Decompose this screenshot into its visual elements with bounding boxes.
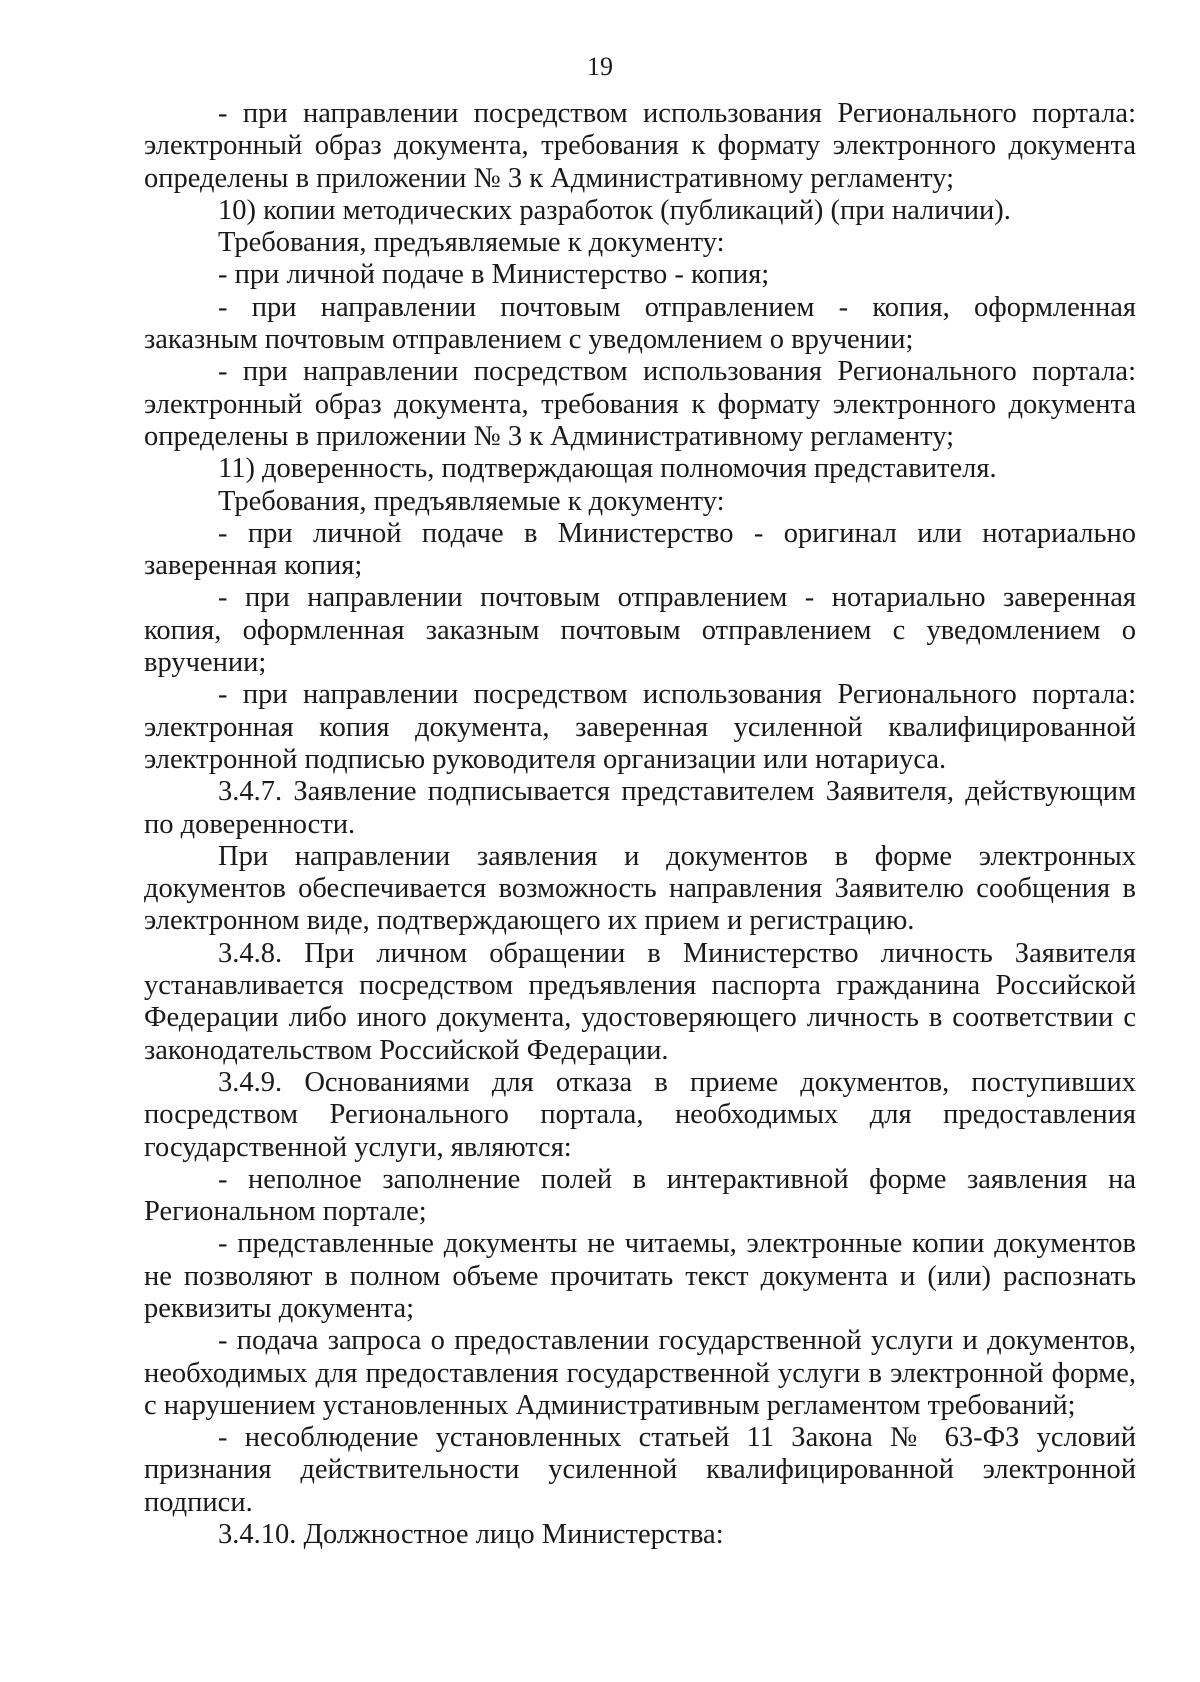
paragraph-clause-3-4-8: 3.4.8. При личном обращении в Министерство личность Заявителя устанавливается посредством предъявления паспорта гражданина Российской Федерации либо иного документа, удостоверяющего личность в соответствии с законодательством Российской Федерации. bbox=[144, 937, 1136, 1066]
document-body bbox=[144, 98, 1136, 1551]
paragraph-item-10: 10) копии методических разработок (публикаций) (при наличии). bbox=[218, 194, 1011, 226]
paragraph-item-11: 11) доверенность, подтверждающая полномочия представителя. bbox=[218, 453, 997, 485]
paragraph-clause-3-4-7: 3.4.7. Заявление подписывается представителем Заявителя, действующим по доверенности. bbox=[144, 776, 1136, 840]
paragraph-personal-submission-2: - при личной подаче в Министерство - оригинал или нотариально заверенная копия; bbox=[144, 517, 1136, 582]
page-number: 19 bbox=[587, 52, 613, 81]
paragraph-regional-portal-2: - при направлении посредством использования Регионального портала: электронный образ документа, требования к формату электронного документа определены в приложении № 3 к Административному регламенту; bbox=[144, 356, 1136, 452]
paragraph-refusal-incomplete: - неполное заполнение полей в интерактивной форме заявления на Региональном портале; bbox=[144, 1163, 1136, 1228]
paragraph-refusal-violation: - подача запроса о предоставлении государственной услуги и документов, необходимых для предоставления государственной услуги в электронной форме, с нарушением установленных Административным регламентом требований; bbox=[144, 1325, 1136, 1421]
paragraph-personal-submission-1: - при личной подаче в Министерство - копия; bbox=[218, 259, 770, 291]
paragraph-clause-3-4-10: 3.4.10. Должностное лицо Министерства: bbox=[218, 1519, 724, 1551]
paragraph-regional-portal-3: - при направлении посредством использования Регионального портала: электронная копия документа, заверенная усиленной квалифицированной электронной подписью руководителя организации или нотариуса. bbox=[144, 679, 1136, 775]
paragraph-refusal-unreadable: - представленные документы не читаемы, электронные копии документов не позволяют в полном объеме прочитать текст документа и (или) распознать реквизиты документа; bbox=[144, 1228, 1136, 1324]
paragraph-clause-3-4-9: 3.4.9. Основаниями для отказа в приеме документов, поступивших посредством Регионального портала, необходимых для предоставления государственной услуги, являются: bbox=[144, 1066, 1136, 1163]
paragraph-postal-2: - при направлении почтовым отправлением - нотариально заверенная копия, оформленная заказным почтовым отправлением с уведомлением о вручении; bbox=[144, 582, 1136, 679]
paragraph-refusal-signature: - несоблюдение установленных статьей 11 Закона № 63-ФЗ условий признания действительности усиленной квалифицированной электронной подписи. bbox=[144, 1422, 1136, 1518]
paragraph-postal-1: - при направлении почтовым отправлением - копия, оформленная заказным почтовым отправлением с уведомлением о вручении; bbox=[144, 291, 1136, 356]
paragraph-regional-portal-1: - при направлении посредством использования Регионального портала: электронный образ документа, требования к формату электронного документа определены в приложении № 3 к Административному регламенту; bbox=[144, 98, 1136, 194]
paragraph-requirements-2: Требования, предъявляемые к документу: bbox=[218, 485, 725, 517]
paragraph-electronic-confirmation: При направлении заявления и документов в форме электронных документов обеспечивается возможность направления Заявителю сообщения в электронном виде, подтверждающего их прием и регистрацию. bbox=[144, 840, 1136, 937]
paragraph-requirements-1: Требования, предъявляемые к документу: bbox=[218, 227, 725, 259]
